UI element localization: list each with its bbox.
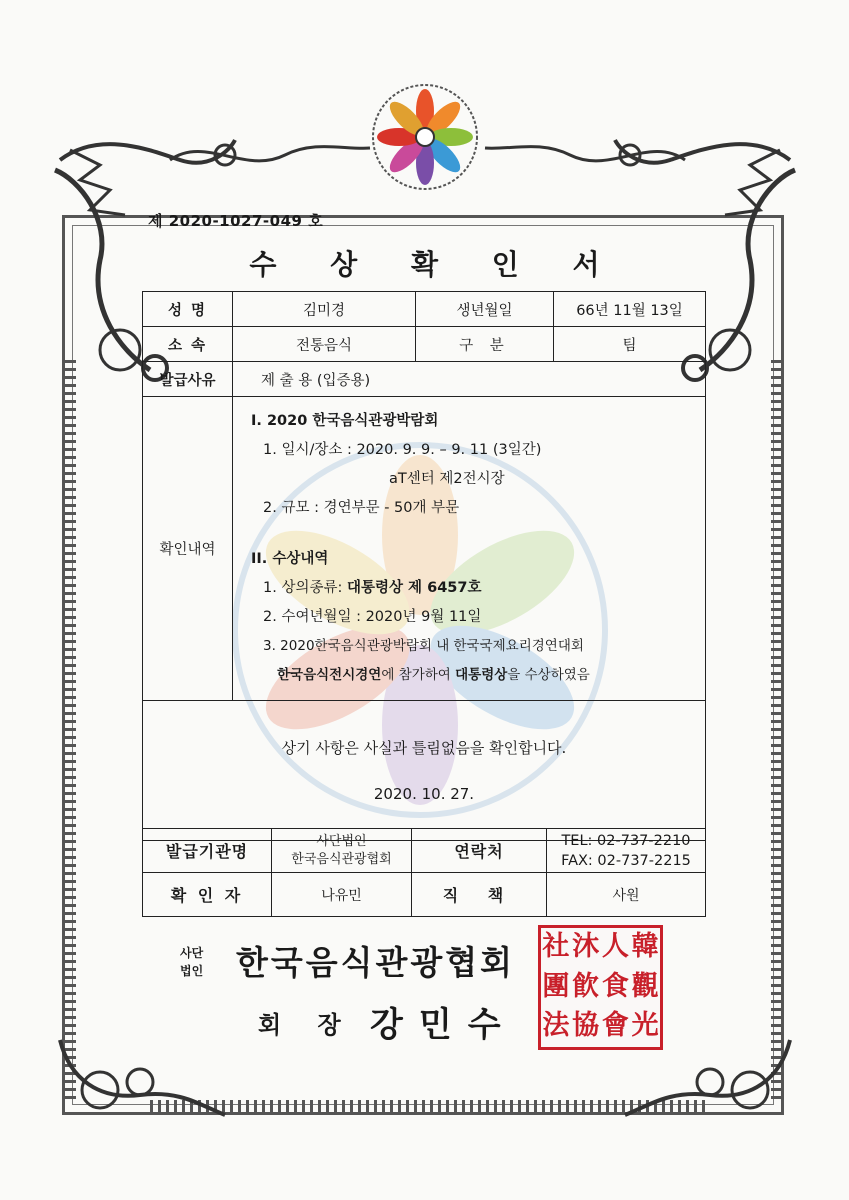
- table-row: [143, 327, 706, 362]
- official-seal: [538, 925, 663, 1050]
- seal-char: 法: [542, 1010, 570, 1042]
- fret-pattern-left: [64, 360, 76, 1100]
- name-value: 김미경: [233, 292, 416, 327]
- section-2-item-3: 3. 2020한국음식관광박람회 내 한국국제요리경연대회: [263, 638, 584, 654]
- section-2-item-2: 2. 수여년월일 : 2020년 9월 11일: [263, 609, 482, 625]
- detail-content: [233, 397, 706, 701]
- affiliation-value: 전통음식: [233, 327, 416, 362]
- award-type-label: 1. 상의종류:: [263, 580, 347, 596]
- table-row: [143, 873, 706, 917]
- birth-label: 생년월일: [416, 292, 554, 327]
- contact-label: 연락처: [412, 829, 547, 873]
- seal-char: 會: [601, 1010, 629, 1042]
- section-2-item-1: [251, 574, 699, 603]
- confirmer-label: 확 인 자: [143, 873, 272, 917]
- president-name: 강민수: [370, 1005, 517, 1045]
- seal-char: 沐: [572, 931, 600, 962]
- document-number: 제 2020-1027-049 호: [148, 212, 324, 230]
- reason-label: 발급사유: [143, 362, 233, 397]
- category-label: 구 분: [416, 327, 554, 362]
- text-span: 을 수상하였음: [507, 667, 590, 683]
- confirmation-statement: 상기 사항은 사실과 틀림없음을 확인합니다.: [281, 738, 567, 757]
- table-row: [143, 292, 706, 327]
- cloud-ornament-icon: [480, 130, 690, 180]
- category-name: 한국음식전시경연: [277, 667, 382, 683]
- seal-char: 光: [631, 1010, 659, 1042]
- section-1-item-1: 1. 일시/장소 : 2020. 9. 9. – 9. 11 (3일간): [263, 442, 542, 458]
- seal-char: 協: [572, 1010, 600, 1042]
- seal-char: 團: [542, 970, 570, 1002]
- issuer-org-line2: 한국음식관광협회: [291, 851, 392, 867]
- affiliation-label: 소 속: [143, 327, 233, 362]
- section-1-title: I. 2020 한국음식관광박람회: [251, 413, 439, 429]
- seal-char: 食: [601, 970, 629, 1002]
- table-row: [143, 397, 706, 701]
- contact-value: [547, 829, 706, 873]
- org-prefix-line2: 법인: [180, 964, 204, 978]
- confirmer-value: 나유민: [272, 873, 412, 917]
- birth-value: 66년 11월 13일: [554, 292, 706, 327]
- section-2-item-3-continued: [251, 661, 699, 690]
- seal-char: 社: [542, 931, 570, 962]
- issuer-org-value: [272, 829, 412, 873]
- contact-tel: TEL: 02-737-2210: [561, 832, 691, 849]
- issuer-org-label: 발급기관명: [143, 829, 272, 873]
- contact-fax: FAX: 02-737-2215: [561, 852, 691, 869]
- issuer-org-line1: 사단법인: [316, 833, 367, 849]
- award-name: 대통령상: [455, 667, 508, 683]
- category-value: 팀: [554, 327, 706, 362]
- president-title: 회 장: [258, 1010, 355, 1039]
- organization-name: 한국음식관광협회: [236, 943, 516, 982]
- seal-char: 觀: [631, 970, 659, 1002]
- org-prefix-line1: 사단: [180, 946, 204, 960]
- flower-emblem-icon: [370, 82, 480, 192]
- text-span: 에 참가하여: [381, 667, 456, 683]
- certificate-table: [142, 291, 706, 841]
- table-row: [143, 701, 706, 841]
- page-title: 수 상 확 인 서: [249, 248, 622, 281]
- position-value: 사원: [547, 873, 706, 917]
- section-1-item-1-location: aT센터 제2전시장: [389, 471, 505, 487]
- seal-char: 飮: [572, 970, 600, 1002]
- fret-pattern-right: [771, 360, 783, 1100]
- table-row: [143, 362, 706, 397]
- cloud-ornament-icon: [165, 130, 375, 180]
- section-1-item-2: 2. 규모 : 경연부문 - 50개 부문: [263, 500, 460, 516]
- table-row: [143, 829, 706, 873]
- seal-char: 韓: [631, 931, 659, 962]
- cloud-ornament-icon: [40, 1020, 230, 1130]
- org-type-prefix: [180, 944, 203, 980]
- position-label: 직 책: [412, 873, 547, 917]
- confirmation-block: [143, 701, 706, 841]
- award-type-value: 대통령상 제 6457호: [346, 580, 482, 596]
- section-2-title: II. 수상내역: [251, 551, 329, 567]
- detail-label: 확인내역: [143, 397, 233, 701]
- name-label: 성 명: [143, 292, 233, 327]
- seal-char: 人: [601, 931, 629, 962]
- issue-date: 2020. 10. 27.: [373, 784, 475, 803]
- reason-value: 제 출 용 (입증용): [233, 362, 706, 397]
- issuer-table: [142, 828, 706, 917]
